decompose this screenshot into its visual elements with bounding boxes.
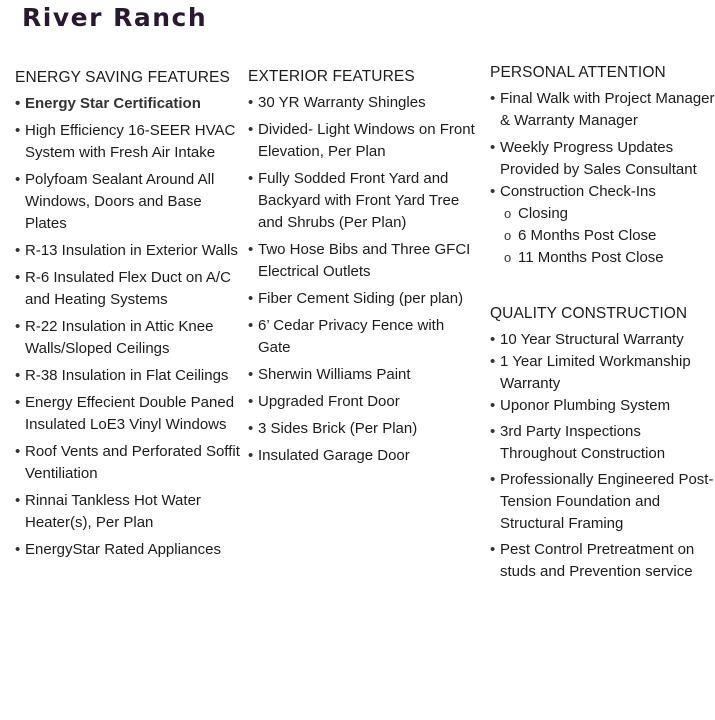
list-item: • Energy Star Certification xyxy=(15,93,245,115)
section-heading: PERSONAL ATTENTION xyxy=(490,64,666,81)
personal-attention-section xyxy=(490,64,715,269)
check-ins-sublist xyxy=(490,203,715,269)
list-item: • High Efficiency 16-SEER HVAC System with Fresh Air Intake xyxy=(15,120,245,164)
list-item: • Divided- Light Windows on Front Elevation, Per Plan xyxy=(248,119,480,163)
list-item: • Polyfoam Sealant Around All Windows, Doors and Base Plates xyxy=(15,169,245,235)
list-item: • Fiber Cement Siding (per plan) xyxy=(248,288,480,310)
list-item: • 6’ Cedar Privacy Fence with Gate xyxy=(248,315,480,359)
list-item: • 3 Sides Brick (Per Plan) xyxy=(248,418,480,440)
quality-list xyxy=(490,329,715,583)
list-item: • Sherwin Williams Paint xyxy=(248,364,480,386)
list-item: • Energy Effecient Double Paned Insulated LoE3 Vinyl Windows xyxy=(15,392,245,436)
list-item: • Pest Control Pretreatment on studs and Prevention service xyxy=(490,539,715,583)
list-item: • 10 Year Structural Warranty xyxy=(490,329,715,351)
sub-list-item: o 11 Months Post Close xyxy=(504,247,715,269)
section-heading: QUALITY CONSTRUCTION xyxy=(490,305,688,322)
list-item: • 1 Year Limited Workmanship Warranty xyxy=(490,351,715,395)
list-item: • EnergyStar Rated Appliances xyxy=(15,539,245,561)
list-item: • Fully Sodded Front Yard and Backyard with Front Yard Tree and Shrubs (Per Plan) xyxy=(248,168,480,234)
list-item: • Insulated Garage Door xyxy=(248,445,480,467)
list-item: • Final Walk with Project Manager & Warranty Manager xyxy=(490,88,715,132)
energy-saving-section xyxy=(15,69,245,566)
list-item: • Roof Vents and Perforated Soffit Ventiliation xyxy=(15,441,245,485)
list-item: • R-13 Insulation in Exterior Walls xyxy=(15,240,245,262)
sub-list-item: o 6 Months Post Close xyxy=(504,225,715,247)
list-item: • Construction Check-Ins xyxy=(490,181,715,203)
exterior-list xyxy=(248,92,480,467)
quality-construction-section xyxy=(490,305,715,583)
section-heading: EXTERIOR FEATURES xyxy=(248,68,415,85)
list-item: • Professionally Engineered Post-Tension Foundation and Structural Framing xyxy=(490,469,715,535)
list-item: • Uponor Plumbing System xyxy=(490,395,715,417)
list-item: • 30 YR Warranty Shingles xyxy=(248,92,480,114)
list-item: • Weekly Progress Updates Provided by Sales Consultant xyxy=(490,137,715,181)
list-item: • R-6 Insulated Flex Duct on A/C and Heating Systems xyxy=(15,267,245,311)
list-item: • Two Hose Bibs and Three GFCI Electrical Outlets xyxy=(248,239,480,283)
page-title: River Ranch xyxy=(22,3,208,32)
sub-list-item: o Closing xyxy=(504,203,715,225)
list-item: • R-38 Insulation in Flat Ceilings xyxy=(15,365,245,387)
list-item: • 3rd Party Inspections Throughout Construction xyxy=(490,421,715,465)
list-item: • R-22 Insulation in Attic Knee Walls/Sloped Ceilings xyxy=(15,316,245,360)
exterior-section xyxy=(248,68,480,472)
list-item: • Rinnai Tankless Hot Water Heater(s), Per Plan xyxy=(15,490,245,534)
personal-list xyxy=(490,88,715,203)
list-item: • Upgraded Front Door xyxy=(248,391,480,413)
energy-list xyxy=(15,93,245,561)
section-heading: ENERGY SAVING FEATURES xyxy=(15,69,230,86)
